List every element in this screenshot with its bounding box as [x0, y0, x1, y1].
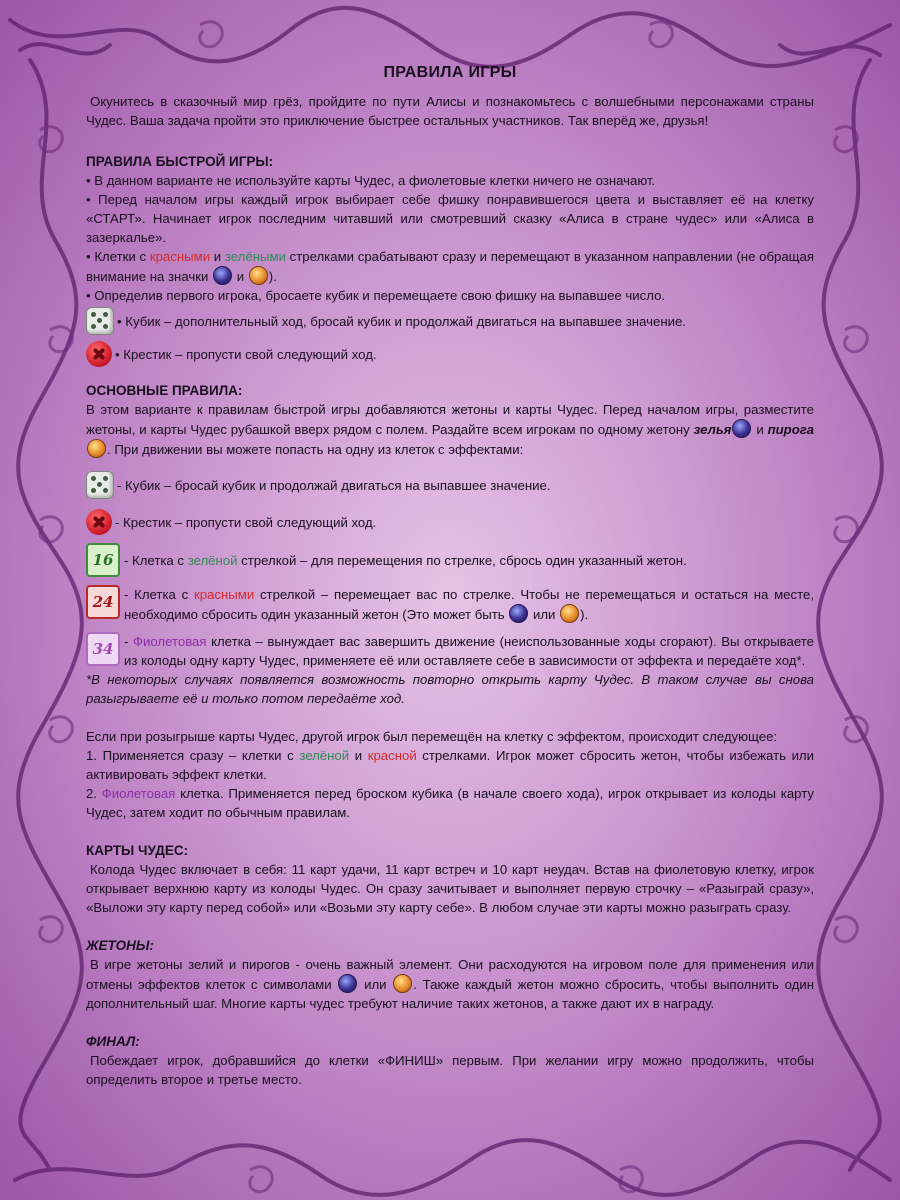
red-word: красными: [193, 587, 255, 602]
final-paragraph: Побеждает игрок, добравшийся до клетки «ФИНИШ» первым. При желании игру можно продолжить, чтобы определить второе и третье место.: [86, 1053, 814, 1087]
quick-dice-row: • Кубик – дополнительный ход, бросай кубик и продолжай двигаться на выпавшее значение.: [86, 307, 814, 335]
pie-token-icon: [249, 266, 268, 285]
violet-word: Фиолетовая: [101, 786, 176, 801]
green-cell-row: 16 - Клетка с зелёной стрелкой – для перемещения по стрелке, сбрось один указанный жетон.: [86, 543, 814, 577]
green-word: зелёной: [187, 552, 238, 568]
potion-token-icon: [732, 419, 751, 438]
green-word: зелёной: [299, 748, 350, 763]
pie-token-icon: [393, 974, 412, 993]
main-paragraph-2: Если при розыгрыше карты Чудес, другой игрок был перемещён на клетку с эффектом, происходит следующее:: [86, 729, 778, 744]
rules-panel: [86, 58, 814, 1148]
cross-icon: [86, 509, 112, 535]
dice-icon: [86, 471, 114, 499]
red-cell-icon: 24: [86, 585, 120, 619]
pie-token-icon: [87, 439, 106, 458]
pie-token-icon: [560, 604, 579, 623]
quick-bullet-2: • Перед началом игры каждый игрок выбирает себе фишку понравившегося цвета и выставляет её на клетку «СТАРТ». Начинает игрок последним читавший или смотревший сказку «Алиса в стране чудес» или «Алиса в зазеркалье».: [86, 192, 814, 245]
quick-bullet-4: • Определив первого игрока, бросаете кубик и перемещаете свою фишку на выпавшее число.: [86, 288, 666, 303]
tokens-paragraph: В игре жетоны зелий и пирогов - очень важный элемент. Они расходуются на игровом поле для применения или отмены эффектов клеток с символами или . Также каждый жетон можно сбросить, чтобы выполнить один дополнительный шаг. Многие карты чудес требуют наличие таких жетонов, а также дают их в награду.: [86, 957, 814, 1011]
main-item-1: 1. Применяется сразу – клетки с зелёной и красной стрелками. Игрок может сбросить жетон, чтобы избежать или активировать эффект клетки.: [86, 748, 814, 782]
potion-token-icon: [509, 604, 528, 623]
pie-word: пирога: [767, 422, 814, 437]
potion-word: зелья: [693, 422, 732, 437]
intro-paragraph: Окунитесь в сказочный мир грёз, пройдите по пути Алисы и познакомьтесь с волшебными персонажами страны Чудес. Ваша задача пройти это приключение быстрее остальных участников. Так вперёд же, друзья!: [86, 94, 814, 128]
red-word: красной: [367, 748, 417, 763]
quick-cross-row: • Крестик – пропусти свой следующий ход.: [86, 341, 814, 367]
cross-icon: [86, 341, 112, 367]
cards-heading: КАРТЫ ЧУДЕС:: [86, 843, 189, 858]
violet-word: Фиолетовая: [132, 634, 207, 649]
potion-token-icon: [213, 266, 232, 285]
red-cell-row: 24 - Клетка с красными стрелкой – перемещает вас по стрелке. Чтобы не перемещаться и остаться на месте, необходимо сбросить один указанный жетон (Это может быть или ).: [86, 585, 814, 624]
violet-cell-row: 34 - Фиолетовая клетка – вынуждает вас завершить движение (неиспользованные ходы сгорают). Вы открываете из колоды одну карту Чудес, применяете её или оставляете себе в зависимости от эффекта и передаёте ход*.: [86, 632, 814, 670]
dice-icon: [86, 307, 114, 335]
tokens-heading: ЖЕТОНЫ:: [86, 938, 154, 953]
red-word: красными: [149, 249, 211, 264]
main-rules-heading: ОСНОВНЫЕ ПРАВИЛА:: [86, 383, 243, 398]
green-cell-icon: 16: [86, 543, 120, 577]
footnote: *В некоторых случаях появляется возможность повторно открыть карту Чудес. В таком случае вы снова разыгрываете её и только потом передаёте ход.: [86, 672, 814, 706]
cards-paragraph: Колода Чудес включает в себя: 11 карт удачи, 11 карт встреч и 10 карт неудач. Встав на фиолетовую клетку, игрок открывает верхнюю карту из колоды Чудес. Он сразу зачитывает и выполняет первую строчку – «Разыграй сразу», «Выложи эту карту перед собой» или «Возьми эту карту себе». В любом случае эти карты можно разыграть сразу.: [86, 862, 814, 915]
green-word: зелёными: [224, 249, 286, 264]
main-paragraph-1: В этом варианте к правилам быстрой игры добавляются жетоны и карты Чудес. Перед началом игры, разместите жетоны, и карты Чудес рубашкой вверх рядом с полем. Раздайте всем игрокам по одному жетону зелья и пирога. При движении вы можете попасть на одну из клеток с эффектами:: [86, 402, 814, 457]
quick-rules-heading: ПРАВИЛА БЫСТРОЙ ИГРЫ:: [86, 154, 274, 169]
main-dice-row: - Кубик – бросай кубик и продолжай двигаться на выпавшее значение.: [86, 471, 814, 499]
main-item-2: 2. Фиолетовая клетка. Применяется перед броском кубика (в начале своего хода), игрок открывает из колоды карту Чудес, затем ходит по обычным правилам.: [86, 786, 814, 820]
violet-cell-icon: 34: [86, 632, 120, 666]
potion-token-icon: [338, 974, 357, 993]
final-heading: ФИНАЛ:: [86, 1034, 140, 1049]
main-cross-row: - Крестик – пропусти свой следующий ход.: [86, 509, 814, 535]
quick-bullet-1: • В данном варианте не используйте карты Чудес, а фиолетовые клетки ничего не означают.: [86, 173, 656, 188]
page-title: ПРАВИЛА ИГРЫ: [383, 64, 517, 81]
quick-bullet-3: • Клетки с красными и зелёными стрелками срабатывают сразу и перемещают в указанном направлении (не обращая внимание на значки и ).: [86, 249, 814, 284]
